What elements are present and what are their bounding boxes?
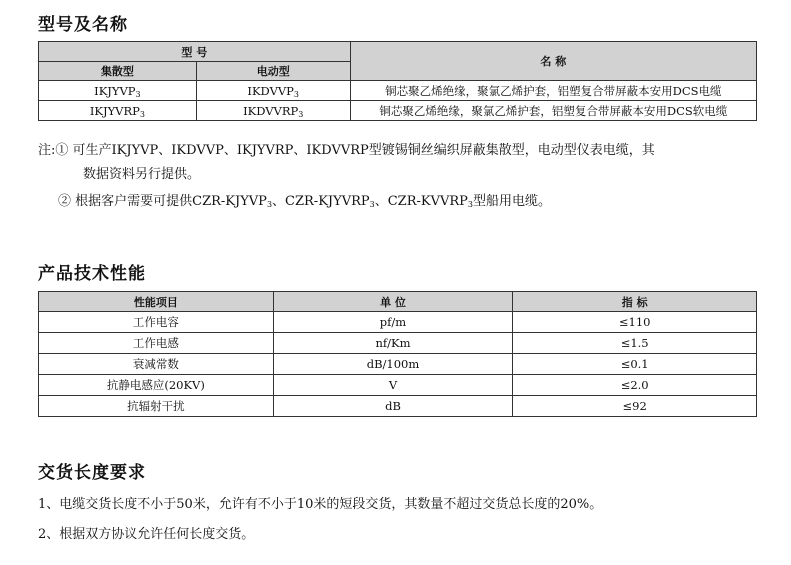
note-1-line-1: 注:① 可生产IKJYVP、IKDVVP、IKJYVRP、IKDVVRP型镀锡铜丝编织屏蔽集散型，电动型仪表电缆，其 (38, 143, 655, 158)
unit-cell: dB/100m (273, 354, 513, 375)
table-row (39, 81, 757, 101)
performance-table (38, 291, 757, 417)
indicator-header: 指 标 (513, 292, 757, 312)
delivery-item-1: 1、电缆交货长度不小于50米，允许有不小于10米的短段交货，其数量不超过交货总长度的20%。 (38, 497, 603, 512)
table-row (39, 354, 757, 375)
unit-cell: pf/m (273, 312, 513, 333)
model-header: 型 号 (39, 42, 351, 62)
model-table (38, 41, 757, 121)
electric-model-cell: $IKDVVP_3$ (196, 81, 350, 101)
indicator-cell: ≤1.5 (513, 333, 757, 354)
scatter-type-header: 集散型 (39, 62, 197, 81)
table-row (39, 333, 757, 354)
note-1-line-2: 数据资料另行提供。 (83, 167, 201, 182)
model-name-cell: 铜芯聚乙烯绝缘，聚氯乙烯护套，铝塑复合带屏蔽本安用DCS软电缆 (350, 101, 756, 121)
delivery-item-2: 2、根据双方协议允许任何长度交货。 (38, 527, 255, 542)
performance-item-cell: 抗辐射干扰 (39, 396, 274, 417)
indicator-cell: ≤110 (513, 312, 757, 333)
electric-type-header: 电动型 (196, 62, 350, 81)
scatter-model-cell: $IKJYVP_3$ (39, 81, 197, 101)
indicator-cell: ≤92 (513, 396, 757, 417)
name-header: 名 称 (350, 42, 756, 81)
section-title-models: 型号及名称 (38, 15, 128, 35)
model-name-cell: 铜芯聚乙烯绝缘，聚氯乙烯护套，铝塑复合带屏蔽本安用DCS电缆 (350, 81, 756, 101)
scatter-model-cell: $IKJYVRP_3$ (39, 101, 197, 121)
table-row (39, 101, 757, 121)
unit-cell: dB (273, 396, 513, 417)
table-row (39, 396, 757, 417)
table-row (39, 312, 757, 333)
performance-item-cell: 衰减常数 (39, 354, 274, 375)
performance-item-cell: 工作电容 (39, 312, 274, 333)
section-title-performance: 产品技术性能 (38, 264, 146, 284)
table-row (39, 375, 757, 396)
section-title-delivery: 交货长度要求 (38, 463, 146, 483)
performance-item-header: 性能项目 (39, 292, 274, 312)
unit-cell: V (273, 375, 513, 396)
electric-model-cell: $IKDVVRP_3$ (196, 101, 350, 121)
performance-item-cell: 抗静电感应(20KV) (39, 375, 274, 396)
performance-item-cell: 工作电感 (39, 333, 274, 354)
unit-header: 单 位 (273, 292, 513, 312)
unit-cell: nf/Km (273, 333, 513, 354)
indicator-cell: ≤2.0 (513, 375, 757, 396)
indicator-cell: ≤0.1 (513, 354, 757, 375)
note-2: ② 根据客户需要可提供CZR-$KJYVP_3$、CZR-$KJYVRP_3$、CZR-$KVVRP_3$型船用电缆。 (58, 194, 552, 209)
